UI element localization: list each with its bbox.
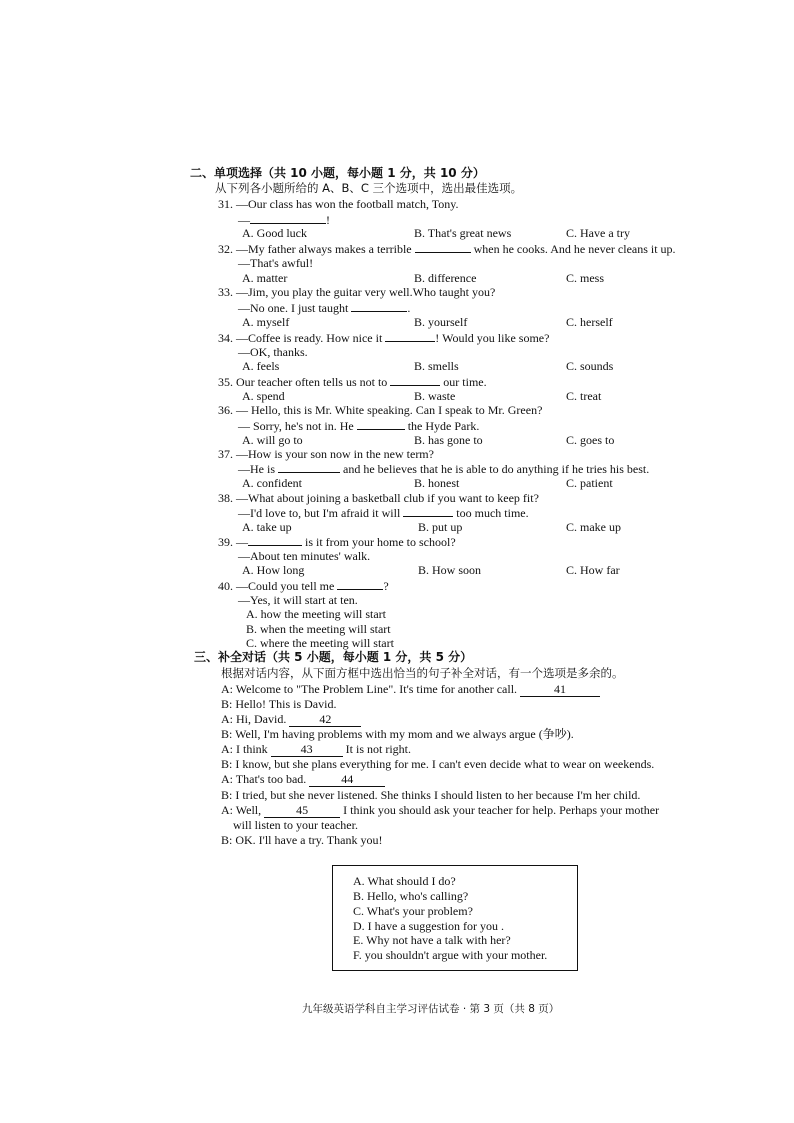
answer-blank-42: 42 <box>289 712 361 727</box>
q36-option-c: C. goes to <box>566 433 615 447</box>
dialogue-line: A: That's too bad. 44 <box>221 772 385 787</box>
question-31-reply: — ! <box>238 213 330 227</box>
question-40-reply: —Yes, it will start at ten. <box>238 593 358 607</box>
q39-option-b: B. How soon <box>418 563 482 577</box>
question-36-reply: — Sorry, he's not in. He the Hyde Park. <box>238 419 480 433</box>
question-35: 35. Our teacher often tells us not to our time. <box>218 375 487 389</box>
q40-option-b: B. when the meeting will start <box>246 622 391 636</box>
q37-option-a: A. confident <box>242 476 302 490</box>
answer-blank <box>248 534 302 546</box>
box-option-d: D. I have a suggestion for you . <box>353 919 504 933</box>
question-32-reply: —That's awful! <box>238 256 314 270</box>
q32-option-a: A. matter <box>242 271 288 285</box>
question-38-reply: —I'd love to, but I'm afraid it will too much time. <box>238 506 529 520</box>
section2-heading: 二、单项选择（共 10 小题，每小题 1 分，共 10 分） <box>190 166 485 180</box>
answer-blank <box>385 330 435 342</box>
answer-blank-44: 44 <box>309 772 385 787</box>
q40-option-a: A. how the meeting will start <box>246 607 386 621</box>
dialogue-line: B: I know, but she plans everything for me. I can't even decide what to wear on weekends. <box>221 757 655 771</box>
box-option-f: F. you shouldn't argue with your mother. <box>353 948 548 962</box>
dialogue-line: A: Well, 45 I think you should ask your teacher for help. Perhaps your mother <box>221 803 660 817</box>
question-39: 39. — is it from your home to school? <box>218 535 456 549</box>
question-38: 38. —What about joining a basketball club if you want to keep fit? <box>218 491 539 505</box>
question-33: 33. —Jim, you play the guitar very well.Who taught you? <box>218 285 496 299</box>
q36-option-a: A. will go to <box>242 433 303 447</box>
q33-option-a: A. myself <box>242 315 290 329</box>
dialogue-line: B: Hello! This is David. <box>221 697 337 711</box>
section2-instruction: 从下列各小题所给的 A、B、C 三个选项中，选出最佳选项。 <box>215 181 523 195</box>
question-33-reply: —No one. I just taught . <box>238 301 411 315</box>
q38-option-b: B. put up <box>418 520 463 534</box>
box-option-b: B. Hello, who's calling? <box>353 889 469 903</box>
q35-option-b: B. waste <box>414 389 456 403</box>
q31-option-a: A. Good luck <box>242 226 307 240</box>
answer-blank <box>357 418 405 430</box>
dialogue-line: A: I think 43 It is not right. <box>221 742 412 756</box>
q32-option-b: B. difference <box>414 271 477 285</box>
question-36: 36. — Hello, this is Mr. White speaking. Can I speak to Mr. Green? <box>218 403 543 417</box>
section3-instruction: 根据对话内容，从下面方框中选出恰当的句子补全对话，有一个选项是多余的。 <box>221 666 624 680</box>
question-34: 34. —Coffee is ready. How nice it ! Would you like some? <box>218 331 550 345</box>
question-37-reply: —He is and he believes that he is able to do anything if he tries his best. <box>238 462 650 476</box>
q32-option-c: C. mess <box>566 271 605 285</box>
answer-blank-43: 43 <box>271 742 343 757</box>
dialogue-line: B: I tried, but she never listened. She thinks I should listen to her because I'm her child. <box>221 788 641 802</box>
answer-blank-45: 45 <box>264 803 340 818</box>
q35-option-a: A. spend <box>242 389 285 403</box>
question-31: 31. —Our class has won the football match, Tony. <box>218 197 459 211</box>
box-option-a: A. What should I do? <box>353 874 456 888</box>
q34-option-a: A. feels <box>242 359 280 373</box>
question-34-reply: —OK, thanks. <box>238 345 308 359</box>
question-39-reply: —About ten minutes' walk. <box>238 549 371 563</box>
q33-option-c: C. herself <box>566 315 613 329</box>
question-32: 32. —My father always makes a terrible when he cooks. And he never cleans it up. <box>218 242 676 256</box>
answer-blank <box>250 212 326 224</box>
answer-blank <box>390 374 440 386</box>
answer-blank <box>278 461 340 473</box>
box-option-e: E. Why not have a talk with her? <box>353 933 511 947</box>
dialogue-line: A: Hi, David. 42 <box>221 712 361 727</box>
question-37: 37. —How is your son now in the new term? <box>218 447 434 461</box>
q34-option-b: B. smells <box>414 359 459 373</box>
q31-option-b: B. That's great news <box>414 226 512 240</box>
page-footer: 九年级英语学科自主学习评估试卷 · 第 3 页（共 8 页） <box>302 1003 560 1015</box>
dialogue-line: B: OK. I'll have a try. Thank you! <box>221 833 383 847</box>
q39-option-a: A. How long <box>242 563 305 577</box>
dialogue-line: will listen to your teacher. <box>233 818 358 832</box>
q38-option-c: C. make up <box>566 520 621 534</box>
answer-blank <box>337 578 383 590</box>
answer-blank <box>403 505 453 517</box>
section3-heading: 三、补全对话（共 5 小题，每小题 1 分，共 5 分） <box>194 650 473 664</box>
q31-option-c: C. Have a try <box>566 226 630 240</box>
dialogue-line: A: Welcome to "The Problem Line". It's time for another call. 41 <box>221 682 600 697</box>
q40-option-c: C. where the meeting will start <box>246 636 394 650</box>
q38-option-a: A. take up <box>242 520 292 534</box>
answer-blank <box>351 300 407 312</box>
question-40: 40. —Could you tell me ? <box>218 579 389 593</box>
answer-blank <box>415 241 471 253</box>
q36-option-b: B. has gone to <box>414 433 483 447</box>
q39-option-c: C. How far <box>566 563 620 577</box>
box-option-c: C. What's your problem? <box>353 904 473 918</box>
q33-option-b: B. yourself <box>414 315 468 329</box>
q34-option-c: C. sounds <box>566 359 614 373</box>
answer-blank-41: 41 <box>520 682 600 697</box>
dialogue-line: B: Well, I'm having problems with my mom and we always argue (争吵). <box>221 727 574 741</box>
q37-option-b: B. honest <box>414 476 460 490</box>
q37-option-c: C. patient <box>566 476 613 490</box>
q35-option-c: C. treat <box>566 389 602 403</box>
